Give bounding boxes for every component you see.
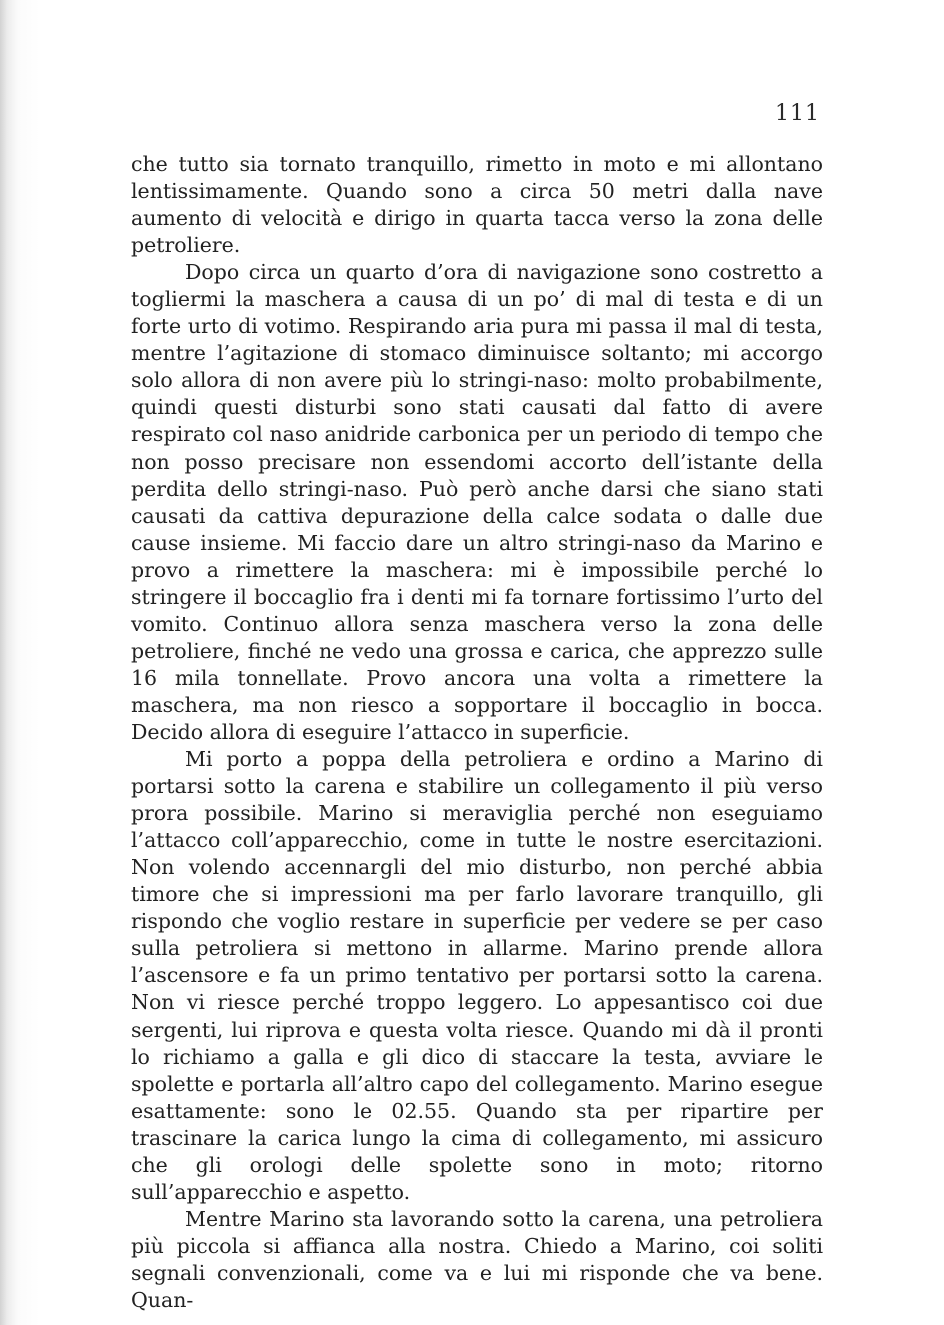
paragraph-3: Mi porto a poppa della petroliera e ordino a Marino di portarsi sotto la carena e stabilire un collegamento il più verso prora possibile. Marino si meraviglia perché non eseguiamo l’attacco coll’apparecchio, come in tutte le nostre esercitazioni. Non volendo accennargli del mio disturbo, non perché abbia timore che si impressioni ma per farlo lavorare tranquillo, gli rispondo che voglio restare in superficie per vedere se per caso sulla petroliera si mettono in allarme. Marino prende allora l’ascensore e fa un primo tentativo per portarsi sotto la carena. Non vi riesce perché troppo leggero. Lo appesantisco coi due sergenti, lui riprova e questa volta riesce. Quando mi dà il pronti lo richiamo a galla e gli dico di staccare la testa, avviare le spolette e portarla all’altro capo del collegamento. Marino esegue esattamente: sono le 02.55. Quando sta per ripartire per trascinare la carica lungo la cima di collegamento, mi assicuro che gli orologi delle spolette sono in moto; ritorno sull’apparecchio e aspetto. bbox=[131, 747, 823, 1204]
body-text bbox=[131, 151, 823, 1314]
paragraph-1: che tutto sia tornato tranquillo, rimetto in moto e mi allontano lentissimamente. Quando sono a circa 50 metri dalla nave aumento di velocità e dirigo in quarta tacca verso la zona delle petroliere. bbox=[131, 152, 823, 258]
paragraph-2: Dopo circa un quarto d’ora di navigazione sono costretto a togliermi la maschera a causa di un po’ di mal di testa e di un forte urto di votimo. Respirando aria pura mi passa il mal di testa, mentre l’agitazione di stomaco diminuisce soltanto; mi accorgo solo allora di non avere più lo stringi-naso: molto probabilmente, quindi questi disturbi sono stati causati dal fatto di avere respirato col naso anidride carbonica per un periodo di tempo che non posso precisare non essendomi accorto dell’istante della perdita dello stringi-naso. Può però anche darsi che siano stati causati da cattiva depurazione della calce sodata o dalle due cause insieme. Mi faccio dare un altro stringi-naso da Marino e provo a rimettere la maschera: mi è impossibile perché lo stringere il boccaglio fra i denti mi fa tornare fortissimo l’urto del vomito. Continuo allora senza maschera verso la zona delle petroliere, finché ne vedo una grossa e carica, che apprezzo sulle 16 mila tonnellate. Provo ancora una volta a rimettere la maschera, ma non riesco a sopportare il boccaglio in bocca. Decido allora di eseguire l’attacco in superficie. bbox=[131, 260, 823, 744]
paragraph-4: Mentre Marino sta lavorando sotto la carena, una petroliera più piccola si affianca alla nostra. Chiedo a Marino, coi soliti segnali convenzionali, come va e lui mi risponde che va bene. Quan- bbox=[131, 1206, 823, 1312]
page-number: 111 bbox=[775, 101, 820, 126]
